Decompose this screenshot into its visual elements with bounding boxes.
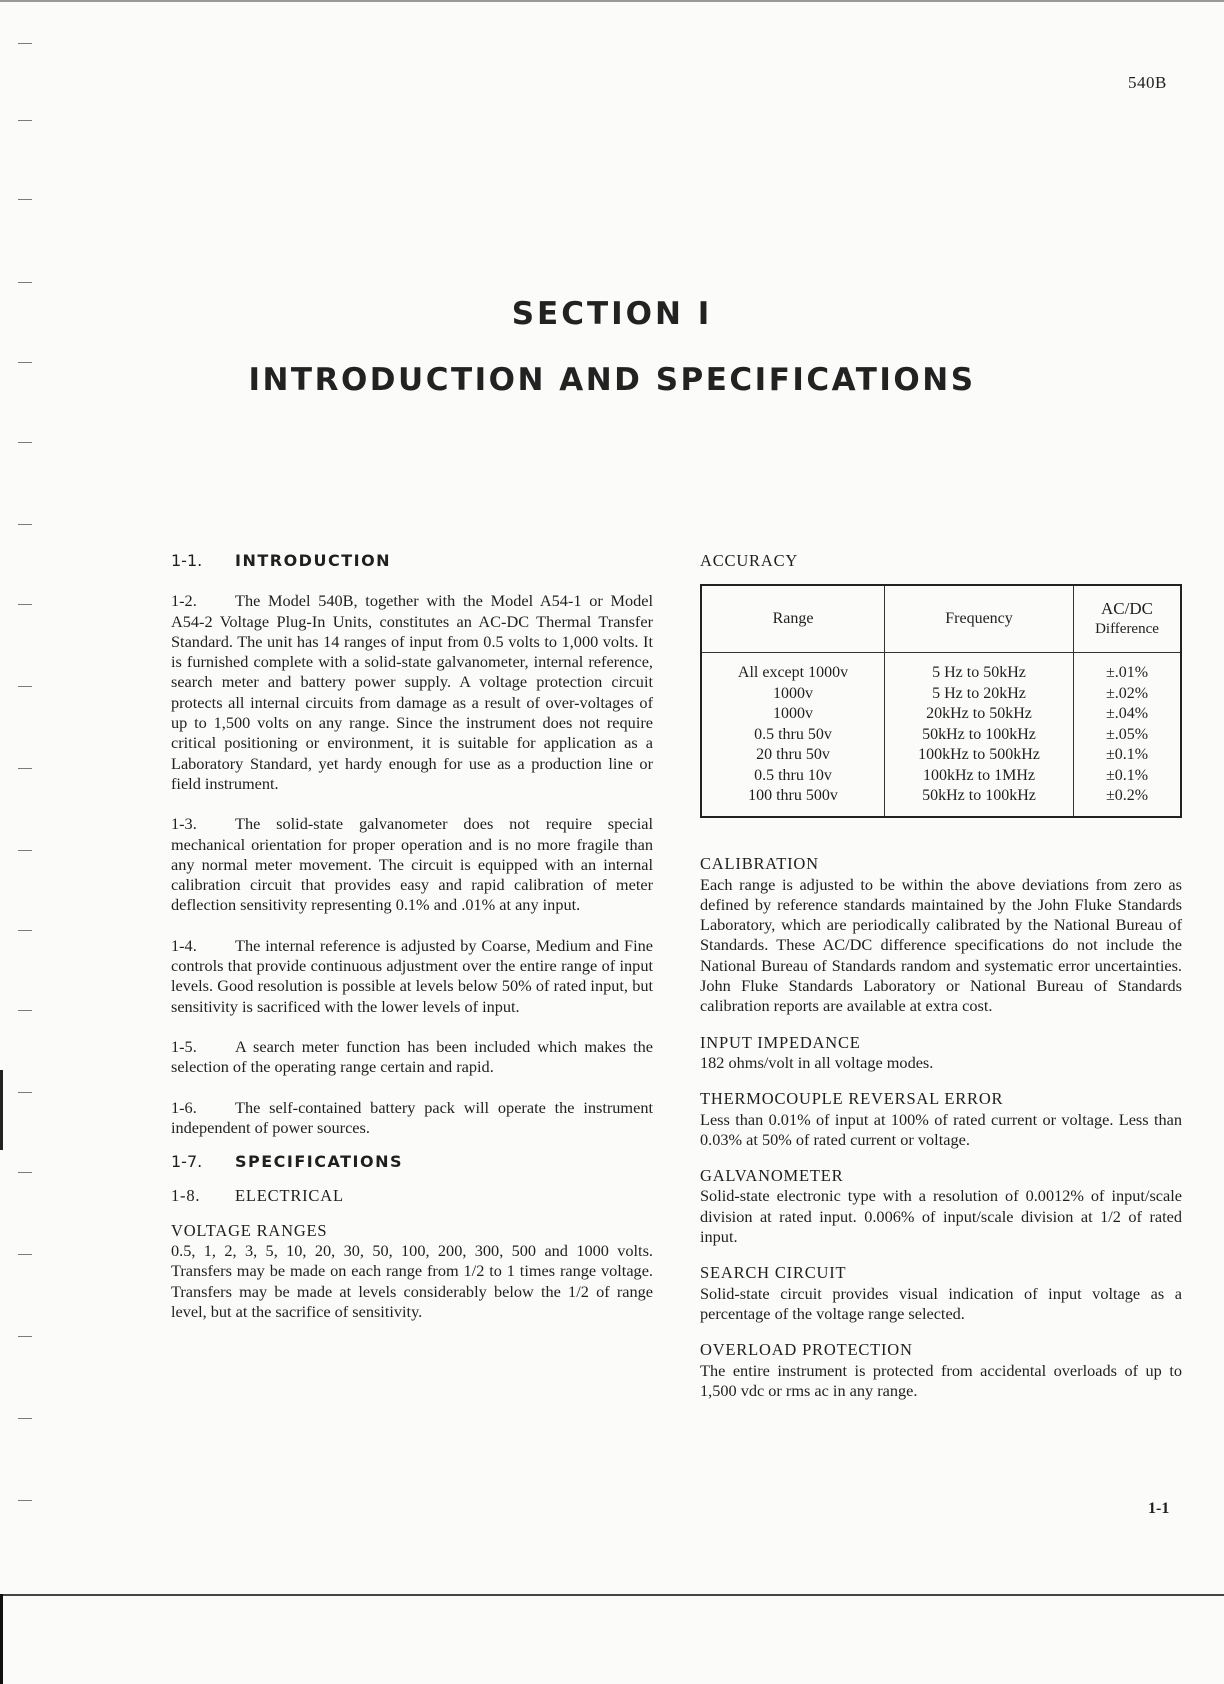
galvanometer-label: GALVANOMETER [700,1166,844,1186]
frequency-cell: 50kHz to 100kHz [922,787,1036,805]
electrical-heading-text: ELECTRICAL [235,1186,344,1206]
section-subtitle: INTRODUCTION AND SPECIFICATIONS [248,362,976,398]
galvanometer-text: Solid-state electronic type with a resolution of 0.0012% of input/scale division at rated input. 0.006% of input/scale division at 1/2 of rated input. [700,1186,1182,1247]
frequency-cell: 50kHz to 100kHz [922,725,1036,743]
intro-heading [171,551,653,571]
paragraph-text: The Model 540B, together with the Model A54-1 or Model A54-2 Voltage Plug-In Units, constitutes an AC-DC Thermal Transfer Standard. The unit has 14 ranges of input from 0.5 volts to 1,000 volts. It is furnished complete with a solid-state galvanometer, internal reference, search meter and battery power supply. A voltage protection circuit protects all internal circuits from damage as a result of over-voltages of up to 1,500 volts on any range. Since the instrument does not require critical positioning or environment, it is suitable for application as a Laboratory Standard, yet hardy enough for use as a production line or field instrument. [171,591,653,793]
header-acdc-line2: Difference [1095,621,1159,638]
electrical-heading-number: 1-8. [171,1186,201,1206]
section-title: SECTION I [511,296,713,332]
search-circuit-label: SEARCH CIRCUIT [700,1263,847,1283]
overload-protection-label: OVERLOAD PROTECTION [700,1340,913,1360]
bottom-edge-line [0,1594,1224,1596]
paragraph-text: The self-contained battery pack will operate the instrument independent of power sources. [171,1097,653,1137]
specifications-heading-text: SPECIFICATIONS [235,1152,404,1172]
range-column [701,653,885,818]
range-cell: 0.5 thru 10v [754,766,832,784]
paragraph-number: 1-6. [171,1097,197,1117]
paragraph-text: The solid-state galvanometer does not require special mechanical orientation for proper operation and is no more fragile than any normal meter movement. The circuit is equipped with an internal calibration circuit that provides easy and rapid calibration of meter deflection sensitivity representing 0.1% and .01% at any input. [171,814,653,915]
difference-cell: ±0.1% [1105,746,1149,764]
input-impedance-label: INPUT IMPEDANCE [700,1032,861,1052]
header-frequency: Frequency [885,585,1074,653]
difference-column [1074,653,1182,818]
right-column [700,551,1182,1401]
range-cell: 1000v [773,684,813,702]
paragraph-number: 1-3. [171,814,197,834]
header-acdc-difference [1074,585,1182,653]
difference-cell: ±0.2% [1105,787,1149,805]
difference-cell: ±.04% [1105,705,1149,723]
frequency-cell: 5 Hz to 20kHz [932,684,1026,702]
calibration-label: CALIBRATION [700,854,819,874]
thermocouple-label: THERMOCOUPLE REVERSAL ERROR [700,1089,1004,1109]
specifications-heading-number: 1-7. [171,1152,203,1172]
range-cell: 100 thru 500v [748,787,838,805]
left-column [171,551,653,1322]
paragraph-text: A search meter function has been included which makes the selection of the operating range certain and rapid. [171,1036,653,1077]
range-cell: 20 thru 50v [756,746,830,764]
range-cell: 0.5 thru 50v [754,725,832,743]
header-range: Range [701,585,885,653]
overload-protection-text: The entire instrument is protected from accidental overloads of up to 1,500 vdc or rms ac in any range. [700,1360,1182,1400]
intro-heading-number: 1-1. [171,551,203,570]
calibration-text: Each range is adjusted to be within the above deviations from zero as defined by reference standards maintained by the John Fluke Standards Laboratory, which are periodically calibrated by the National Bureau of Standards. These AC/DC difference specifications do not include the National Bureau of Standards random and systematic error uncertainties. John Fluke Standards Laboratory or National Bureau of Standards calibration reports are available at extra cost. [700,874,1182,1016]
input-impedance-text: 182 ohms/volt in all voltage modes. [700,1052,934,1072]
difference-cell: ±.05% [1105,725,1149,743]
accuracy-table [700,584,1182,818]
header-acdc-line1: AC/DC [1101,599,1153,618]
frequency-column [885,653,1074,818]
accuracy-label: ACCURACY [700,551,799,570]
frequency-cell: 20kHz to 50kHz [926,705,1032,723]
accuracy-table-body [701,653,1181,818]
accuracy-table-header [701,585,1181,653]
page-header-number: 540B [1128,73,1167,92]
range-cell: All except 1000v [737,664,849,682]
difference-cell: ±.01% [1105,664,1149,682]
difference-cell: ±0.1% [1105,766,1149,784]
paragraph-1-4 [171,936,653,1017]
frequency-cell: 5 Hz to 50kHz [932,664,1026,682]
search-circuit-text: Solid-state circuit provides visual indication of input voltage as a percentage of the voltage range selected. [700,1283,1182,1323]
frequency-cell: 100kHz to 1MHz [923,766,1035,784]
paragraph-number: 1-4. [171,935,197,955]
frequency-cell: 100kHz to 500kHz [918,746,1040,764]
electrical-heading [171,1186,653,1206]
thermocouple-text: Less than 0.01% of input at 100% of rated current or voltage. Less than 0.03% at 50% of rated current or voltage. [700,1109,1182,1149]
bottom-left-edge [0,1594,3,1684]
specifications-heading [171,1152,653,1172]
paragraph-1-5 [171,1037,653,1078]
voltage-ranges-label: VOLTAGE RANGES [171,1220,328,1240]
paragraph-1-3 [171,814,653,915]
difference-cell: ±.02% [1105,684,1149,702]
intro-heading-text: INTRODUCTION [235,551,392,570]
paragraph-number: 1-2. [171,591,197,611]
paragraph-number: 1-5. [171,1036,197,1056]
voltage-ranges-text: 0.5, 1, 2, 3, 5, 10, 20, 30, 50, 100, 200, 300, 500 and 1000 volts. Transfers may be made on each range from 1/2 to 1 times range voltage. Transfers may be made at levels considerably below the 1/2 of range level, but at the sacrifice of sensitivity. [171,1241,653,1321]
top-edge-line [0,0,1224,2]
paragraph-text: The internal reference is adjusted by Coarse, Medium and Fine controls that provide continuous adjustment over the entire range of input levels. Good resolution is possible at levels below 50% of rated input, but sensitivity is sacrificed with the lower levels of input. [171,935,653,1016]
page-footer-number: 1-1 [1148,1500,1170,1517]
paragraph-1-6 [171,1098,653,1139]
range-cell: 1000v [773,705,813,723]
paragraph-1-2 [171,591,653,794]
